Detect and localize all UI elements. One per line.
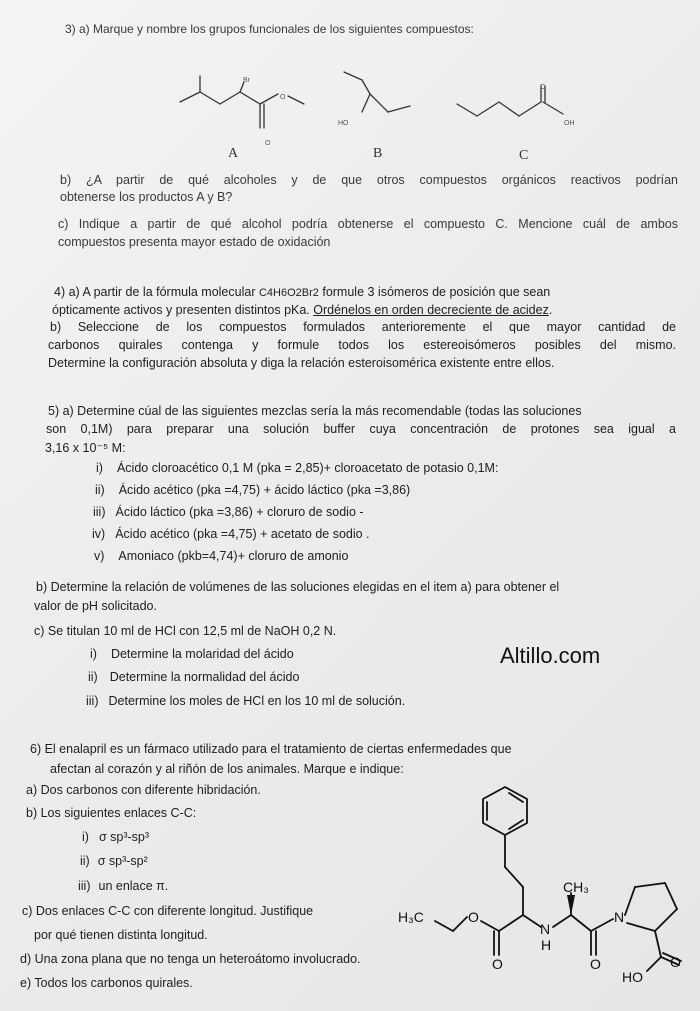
- q6-c-line2: por qué tienen distinta longitud.: [34, 928, 208, 942]
- q6-c-line1: c) Dos enlaces C-C con diferente longitud. Justifique: [22, 904, 314, 918]
- q5-option-1: i) Ácido cloroacético 0,1 M (pka = 2,85)+ cloroacetato de potasio 0,1M:: [96, 461, 499, 475]
- watermark-altillo: Altillo.com: [500, 643, 601, 668]
- label-c: C: [519, 148, 529, 163]
- atom-o-carbonyl: O: [265, 140, 271, 147]
- structure-b: [340, 66, 420, 126]
- q6-intro-line1: 6) El enalapril es un fármaco utilizado para el tratamiento de ciertas enfermedades que: [30, 742, 512, 756]
- q3-c-line2: compuestos presenta mayor estado de oxidación: [58, 235, 331, 249]
- q4-b-line1: b) Seleccione de los compuestos formulados anterioremente el que mayor cantidad de: [50, 320, 676, 334]
- q6-b-item-2: ii) σ sp³-sp²: [80, 854, 148, 868]
- label-a: A: [228, 146, 239, 161]
- q3-c-line1: c) Indique a partir de qué alcohol podría obtenerse el compuesto C. Mencione cuál de ambos: [58, 217, 678, 231]
- q5-c-item-1: i) Determine la molaridad del ácido: [90, 647, 294, 661]
- q5-option-5: v) Amoniaco (pkb=4,74)+ cloruro de amonio: [94, 549, 349, 563]
- q3-a-text: 3) a) Marque y nombre los grupos funcionales de los siguientes compuestos:: [65, 22, 474, 36]
- q4-a-line1: 4) a) A partir de la fórmula molecular C4H6O2Br2 formule 3 isómeros de posición que sean: [54, 285, 551, 299]
- q5-a-line2: son 0,1M) para preparar una solución buffer cuya concentración de protones sea igual a: [46, 422, 676, 436]
- enalapril-structure: [395, 775, 695, 1005]
- label-b: B: [373, 146, 383, 161]
- structure-c: [455, 82, 575, 132]
- atom-n-proline: N: [614, 909, 625, 925]
- q5-c-line: c) Se titulan 10 ml de HCl con 12,5 ml de NaOH 0,2 N.: [34, 624, 337, 638]
- atom-h-amine: H: [541, 937, 552, 953]
- underlined-instruction: Ordénelos en orden decreciente de acidez: [313, 303, 549, 317]
- q4-b-line2: carbonos quirales contenga y formule todos los estereoisómeros posibles del mismo.: [48, 338, 676, 352]
- q4-a-line2: ópticamente activos y presenten distintos pKa. Ordénelos en orden decreciente de acidez.: [52, 303, 553, 317]
- atom-ho-b: HO: [338, 120, 349, 127]
- q5-c-item-3: iii) Determine los moles de HCl en los 10 ml de solución.: [86, 694, 406, 708]
- q5-b-line1: b) Determine la relación de volúmenes de las soluciones elegidas en el item a) para obtener el: [36, 580, 560, 594]
- q3-b-line1: b) ¿A partir de qué alcoholes y de que otros compuestos orgánicos reactivos podrían: [60, 173, 678, 187]
- atom-o-acid: O: [670, 954, 681, 970]
- q5-option-3: iii) Ácido láctico (pka =3,86) + cloruro de sodio -: [93, 505, 364, 519]
- molecular-formula: C4H6O2Br2: [258, 287, 319, 299]
- atom-h3c: H₃C: [398, 909, 424, 925]
- atom-o-carbonyl-2: O: [590, 956, 601, 972]
- atom-o-carbonyl-1: O: [492, 956, 503, 972]
- q4-b-line3: Determine la configuración absoluta y diga la relación esteroisomérica existente entre ellos.: [48, 356, 555, 370]
- q5-option-2: ii) Ácido acético (pka =4,75) + ácido láctico (pka =3,86): [95, 483, 411, 497]
- q6-intro-line2: afectan al corazón y al riñón de los animales. Marque e indique:: [50, 762, 404, 776]
- q5-a-line3: 3,16 x 10⁻⁵ M:: [45, 441, 126, 455]
- atom-ho-acid: HO: [622, 969, 643, 985]
- q6-b: b) Los siguientes enlaces C-C:: [26, 806, 197, 820]
- q6-b-item-1: i) σ sp³-sp³: [82, 830, 150, 844]
- q3-b-line2: obtenerse los productos A y B?: [60, 190, 233, 204]
- q6-b-item-3: iii) un enlace π.: [78, 879, 169, 893]
- atom-n-amine: N: [540, 921, 551, 937]
- q5-c-item-2: ii) Determine la normalidad del ácido: [88, 670, 300, 684]
- q6-e: e) Todos los carbonos quirales.: [20, 976, 193, 990]
- q6-d: d) Una zona plana que no tenga un heteroátomo involucrado.: [20, 952, 361, 966]
- atom-o-ester: O: [280, 94, 286, 101]
- atom-br: Br: [243, 77, 250, 84]
- atom-ch3: CH₃: [563, 879, 589, 895]
- atom-o-c: O: [540, 84, 546, 91]
- atom-o-ester-6: O: [468, 909, 479, 925]
- atom-oh-c: OH: [564, 120, 575, 127]
- q5-a-line1: 5) a) Determine cúal de las siguientes mezclas sería la más recomendable (todas las soluciones: [48, 404, 582, 418]
- q5-option-4: iv) Ácido acético (pka =4,75) + acetato de sodio .: [92, 527, 370, 541]
- q5-b-line2: valor de pH solicitado.: [34, 599, 157, 613]
- q6-a: a) Dos carbonos con diferente hibridación.: [26, 783, 261, 797]
